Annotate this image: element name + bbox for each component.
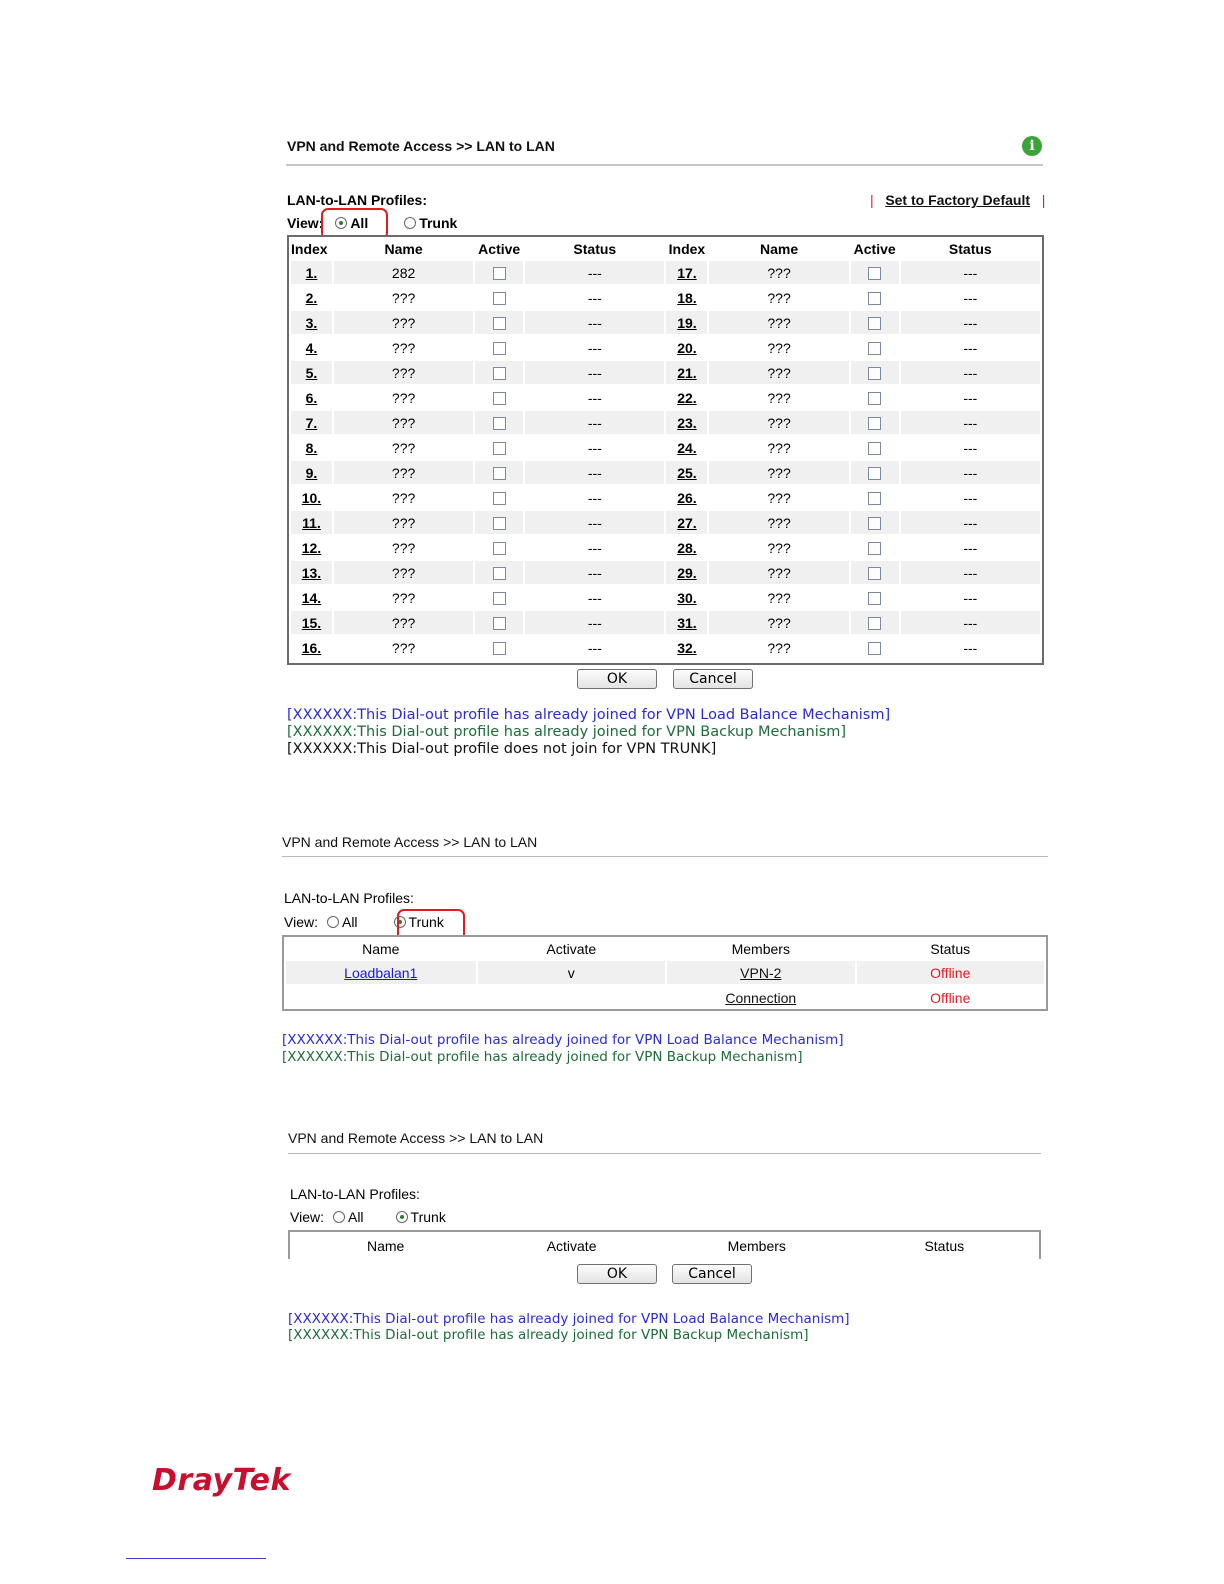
note-load-balance: [XXXXXX:This Dial-out profile has already joined for VPN Load Balance Mechanism] <box>282 1032 844 1048</box>
table-row <box>286 961 1044 984</box>
index-cell <box>291 361 332 384</box>
index-cell <box>291 511 332 534</box>
active-cell <box>851 411 899 434</box>
divider <box>286 164 1043 166</box>
profile-name-cell: ??? <box>767 439 791 456</box>
profile-name-cell: ??? <box>767 289 791 306</box>
table-row <box>291 411 1040 434</box>
index-cell <box>666 361 707 384</box>
table-header-row <box>286 939 1044 959</box>
profile-name-cell: ??? <box>334 461 473 484</box>
status-cell: --- <box>901 261 1040 284</box>
index-cell <box>291 436 332 459</box>
active-cell <box>475 536 523 559</box>
col-header-status: Status <box>924 1238 965 1254</box>
profiles-table <box>289 237 1042 661</box>
table-row <box>291 386 1040 409</box>
footer-line <box>126 1558 266 1559</box>
index-cell <box>666 286 707 309</box>
radio-all[interactable] <box>333 1211 345 1223</box>
active-cell <box>475 461 523 484</box>
profile-index-link[interactable]: 9. <box>305 464 318 481</box>
index-cell <box>291 611 332 634</box>
table-row <box>291 511 1040 534</box>
col-header-members: Members <box>731 941 790 957</box>
status-cell: --- <box>963 639 978 656</box>
status-cell: --- <box>587 539 602 556</box>
separator: | <box>870 192 874 208</box>
table-row <box>291 611 1040 634</box>
active-checkbox[interactable] <box>868 392 881 405</box>
profile-index-link[interactable]: 31. <box>677 614 697 631</box>
profile-name-cell: ??? <box>709 261 848 284</box>
index-cell <box>291 261 332 284</box>
active-checkbox[interactable] <box>493 492 506 505</box>
note-load-balance: [XXXXXX:This Dial-out profile has already joined for VPN Load Balance Mechanism] <box>287 707 891 723</box>
active-cell <box>851 611 899 634</box>
index-cell <box>291 586 332 609</box>
profile-index-link[interactable]: 25. <box>677 464 697 481</box>
active-checkbox[interactable] <box>868 367 881 380</box>
breadcrumb: VPN and Remote Access >> LAN to LAN <box>288 1130 544 1146</box>
active-checkbox[interactable] <box>493 267 506 280</box>
col-header-name: Name <box>362 941 400 957</box>
col-header-members: Members <box>727 1238 786 1254</box>
radio-trunk-label: Trunk <box>419 215 458 231</box>
profile-index-link[interactable]: 29. <box>677 564 697 581</box>
note-no-trunk: [XXXXXX:This Dial-out profile does not join for VPN TRUNK] <box>287 741 717 757</box>
col-header-status: Status <box>948 241 992 257</box>
index-cell <box>291 411 332 434</box>
active-cell <box>851 261 899 284</box>
set-factory-default-link[interactable]: Set to Factory Default <box>885 192 1031 208</box>
section-title: LAN-to-LAN Profiles: <box>290 1186 420 1202</box>
profile-name-cell: ??? <box>334 561 473 584</box>
active-cell <box>475 261 523 284</box>
status-cell: --- <box>525 461 664 484</box>
member-cell <box>667 961 855 984</box>
profile-index-link[interactable]: 13. <box>301 564 322 581</box>
active-checkbox[interactable] <box>868 592 881 605</box>
active-cell <box>475 286 523 309</box>
table-row <box>291 361 1040 384</box>
profile-name-cell: ??? <box>709 411 848 434</box>
status-cell: --- <box>525 561 664 584</box>
profile-name-cell: ??? <box>709 461 848 484</box>
active-cell <box>475 511 523 534</box>
profile-name-cell: ??? <box>391 439 416 456</box>
col-header-activate: Activate <box>546 941 597 957</box>
profile-index-link[interactable]: 32. <box>677 639 697 656</box>
active-cell <box>475 411 523 434</box>
active-checkbox[interactable] <box>493 417 506 430</box>
trunk-table-frame <box>288 1230 1041 1259</box>
view-label: View: <box>287 215 324 231</box>
active-checkbox[interactable] <box>493 592 506 605</box>
profile-index-link[interactable]: 2. <box>305 289 318 306</box>
status-cell: --- <box>525 311 664 334</box>
status-cell: --- <box>963 589 978 606</box>
profile-index-link[interactable]: 4. <box>305 339 318 356</box>
table-row <box>291 586 1040 609</box>
trunk-table <box>284 937 1046 1011</box>
profile-name-cell: ??? <box>709 511 848 534</box>
status-cell: --- <box>963 389 978 406</box>
index-cell <box>666 261 707 284</box>
index-cell <box>666 586 707 609</box>
active-checkbox[interactable] <box>868 467 881 480</box>
active-checkbox[interactable] <box>493 442 506 455</box>
profile-index-link[interactable]: 19. <box>677 314 697 331</box>
section-title: LAN-to-LAN Profiles: <box>284 890 414 906</box>
active-cell <box>851 286 899 309</box>
active-checkbox[interactable] <box>493 617 506 630</box>
note-backup: [XXXXXX:This Dial-out profile has already joined for VPN Backup Mechanism] <box>287 724 847 740</box>
index-cell <box>666 461 707 484</box>
divider <box>282 856 1048 857</box>
index-cell <box>291 336 332 359</box>
active-cell <box>851 486 899 509</box>
status-cell: --- <box>963 539 978 556</box>
member-link[interactable]: VPN-2 <box>740 964 782 981</box>
trunk-name-cell <box>286 961 476 984</box>
radio-trunk[interactable] <box>396 1211 408 1223</box>
active-checkbox[interactable] <box>868 342 881 355</box>
active-checkbox[interactable] <box>868 492 881 505</box>
member-link[interactable]: Connection <box>725 989 797 1006</box>
status-cell: --- <box>587 639 602 656</box>
active-checkbox[interactable] <box>868 267 881 280</box>
index-cell <box>666 636 707 659</box>
active-checkbox[interactable] <box>493 642 506 655</box>
status-cell: --- <box>901 361 1040 384</box>
ok-button[interactable]: OK <box>577 669 657 689</box>
note-backup: [XXXXXX:This Dial-out profile has already joined for VPN Backup Mechanism] <box>288 1327 809 1343</box>
profile-name-cell: ??? <box>767 339 791 356</box>
table-row <box>291 336 1040 359</box>
active-checkbox[interactable] <box>868 417 881 430</box>
active-cell <box>851 436 899 459</box>
col-header-activate: Activate <box>546 1238 597 1254</box>
col-header-index: Index <box>291 241 328 257</box>
info-icon[interactable]: i <box>1022 136 1042 156</box>
profile-index-link[interactable]: 28. <box>677 539 697 556</box>
profile-name-cell: ??? <box>334 311 473 334</box>
active-cell <box>851 386 899 409</box>
index-cell <box>666 536 707 559</box>
index-cell <box>666 411 707 434</box>
status-cell: --- <box>587 389 602 406</box>
radio-trunk[interactable] <box>404 217 416 229</box>
active-cell <box>475 611 523 634</box>
profile-name-cell: ??? <box>709 561 848 584</box>
profile-index-link[interactable]: 6. <box>305 389 318 406</box>
active-checkbox[interactable] <box>493 317 506 330</box>
active-cell <box>475 311 523 334</box>
profile-index-link[interactable]: 18. <box>677 289 697 306</box>
note-load-balance: [XXXXXX:This Dial-out profile has already joined for VPN Load Balance Mechanism] <box>288 1311 850 1327</box>
status-cell: --- <box>525 261 664 284</box>
radio-trunk-label: Trunk <box>410 1209 446 1225</box>
active-checkbox[interactable] <box>868 442 881 455</box>
status-cell: --- <box>901 511 1040 534</box>
profile-index-link[interactable]: 24. <box>677 439 697 456</box>
table-row <box>291 311 1040 334</box>
status-cell: --- <box>901 461 1040 484</box>
active-cell <box>851 336 899 359</box>
table-row <box>291 636 1040 659</box>
radio-all[interactable] <box>327 916 339 928</box>
index-cell <box>666 611 707 634</box>
active-checkbox[interactable] <box>493 567 506 580</box>
profiles-table-frame <box>287 235 1044 665</box>
status-cell: --- <box>587 489 602 506</box>
index-cell <box>291 536 332 559</box>
active-cell <box>851 311 899 334</box>
view-selector <box>290 1209 446 1225</box>
col-header-index: Index <box>668 241 706 257</box>
active-checkbox[interactable] <box>493 392 506 405</box>
trunk-table-frame <box>282 935 1048 1011</box>
table-row <box>291 561 1040 584</box>
status-cell: --- <box>901 561 1040 584</box>
table-row <box>286 986 1044 1009</box>
active-checkbox[interactable] <box>493 517 506 530</box>
status-cell: Offline <box>857 961 1044 984</box>
table-header-row <box>291 239 1040 259</box>
index-cell <box>291 636 332 659</box>
profile-index-link[interactable]: 15. <box>301 614 322 631</box>
profile-index-link[interactable]: 20. <box>677 339 697 356</box>
profile-index-link[interactable]: 7. <box>305 414 318 431</box>
trunk-table <box>290 1232 1039 1260</box>
status-cell: --- <box>963 439 978 456</box>
col-header-name: Name <box>366 1238 405 1254</box>
profile-name-cell: ??? <box>391 289 416 306</box>
active-checkbox[interactable] <box>493 342 506 355</box>
col-header-active: Active <box>478 241 521 257</box>
profile-index-link[interactable]: 8. <box>305 439 318 456</box>
profile-index-link[interactable]: 16. <box>301 639 322 656</box>
profile-name-cell: ??? <box>767 589 791 606</box>
active-checkbox[interactable] <box>868 517 881 530</box>
status-cell: --- <box>525 361 664 384</box>
profile-name-cell: ??? <box>334 511 473 534</box>
active-cell <box>475 586 523 609</box>
active-checkbox[interactable] <box>868 617 881 630</box>
active-checkbox[interactable] <box>868 642 881 655</box>
breadcrumb: VPN and Remote Access >> LAN to LAN <box>282 834 538 850</box>
active-checkbox[interactable] <box>868 317 881 330</box>
status-cell: --- <box>587 289 602 306</box>
view-label: View: <box>290 1209 324 1225</box>
status-cell: --- <box>587 439 602 456</box>
radio-all-label: All <box>347 1209 364 1225</box>
radio-all-label: All <box>341 914 358 930</box>
index-cell <box>291 561 332 584</box>
index-cell <box>291 386 332 409</box>
radio-all-label: All <box>350 215 369 231</box>
status-cell: --- <box>525 411 664 434</box>
profile-name-cell: ??? <box>709 611 848 634</box>
breadcrumb: VPN and Remote Access >> LAN to LAN <box>287 138 555 154</box>
cancel-button[interactable]: Cancel <box>672 1264 752 1284</box>
index-cell <box>291 286 332 309</box>
profile-name-cell: ??? <box>767 389 791 406</box>
draytek-logo: DrayTek <box>152 1463 291 1498</box>
table-header-row <box>292 1234 1037 1258</box>
active-cell <box>851 536 899 559</box>
active-cell <box>475 636 523 659</box>
note-backup: [XXXXXX:This Dial-out profile has already joined for VPN Backup Mechanism] <box>282 1049 803 1065</box>
active-checkbox[interactable] <box>868 542 881 555</box>
active-cell <box>851 586 899 609</box>
table-row <box>291 286 1040 309</box>
table-row <box>291 536 1040 559</box>
active-cell <box>475 486 523 509</box>
status-cell: --- <box>525 511 664 534</box>
profile-index-link[interactable]: 3. <box>305 314 318 331</box>
status-cell: --- <box>901 611 1040 634</box>
active-checkbox[interactable] <box>868 567 881 580</box>
index-cell <box>291 311 332 334</box>
status-cell: --- <box>525 611 664 634</box>
profile-index-link[interactable]: 17. <box>677 264 697 281</box>
index-cell <box>291 486 332 509</box>
col-header-name: Name <box>759 241 799 257</box>
profile-index-link[interactable]: 1. <box>305 264 318 281</box>
index-cell <box>666 436 707 459</box>
profile-name-cell: ??? <box>391 539 416 556</box>
profile-index-link[interactable]: 22. <box>677 389 697 406</box>
col-header-status: Status <box>930 941 971 957</box>
col-header-active: Active <box>853 241 896 257</box>
status-cell: --- <box>587 339 602 356</box>
index-cell <box>666 486 707 509</box>
profile-index-link[interactable]: 5. <box>305 364 318 381</box>
profile-name-cell: ??? <box>334 611 473 634</box>
active-cell <box>475 386 523 409</box>
profile-index-link[interactable]: 14. <box>301 589 322 606</box>
divider <box>288 1153 1041 1154</box>
active-cell <box>851 561 899 584</box>
active-checkbox[interactable] <box>868 292 881 305</box>
profile-name-cell: ??? <box>709 361 848 384</box>
view-label: View: <box>284 914 318 930</box>
table-row <box>291 461 1040 484</box>
status-cell: --- <box>963 339 978 356</box>
profile-name-cell: ??? <box>391 589 416 606</box>
trunk-name-cell <box>286 986 476 1009</box>
index-cell <box>666 336 707 359</box>
table-row <box>291 261 1040 284</box>
status-cell: Offline <box>930 989 971 1006</box>
status-cell: --- <box>901 411 1040 434</box>
active-cell <box>851 361 899 384</box>
profile-index-link[interactable]: 10. <box>301 489 322 506</box>
cancel-button[interactable]: Cancel <box>673 669 753 689</box>
index-cell <box>666 511 707 534</box>
table-row <box>291 486 1040 509</box>
trunk-name-link[interactable]: Loadbalan1 <box>344 964 418 981</box>
active-cell <box>851 511 899 534</box>
profile-name-cell: ??? <box>391 339 416 356</box>
member-cell <box>667 986 855 1009</box>
profile-name-cell: ??? <box>767 539 791 556</box>
profile-index-link[interactable]: 12. <box>301 539 322 556</box>
active-checkbox[interactable] <box>493 542 506 555</box>
radio-trunk-label: Trunk <box>408 914 444 930</box>
status-cell: --- <box>963 489 978 506</box>
active-checkbox[interactable] <box>493 467 506 480</box>
index-cell <box>666 311 707 334</box>
active-checkbox[interactable] <box>493 292 506 305</box>
index-cell <box>666 386 707 409</box>
activate-cell <box>478 986 665 1009</box>
profile-name-cell: ??? <box>391 389 416 406</box>
active-cell <box>851 636 899 659</box>
status-cell: --- <box>963 289 978 306</box>
status-cell: --- <box>587 589 602 606</box>
ok-button[interactable]: OK <box>577 1264 657 1284</box>
active-checkbox[interactable] <box>493 367 506 380</box>
profile-index-link[interactable]: 30. <box>677 589 697 606</box>
profile-index-link[interactable]: 11. <box>302 514 321 531</box>
status-cell: --- <box>901 311 1040 334</box>
index-cell <box>666 561 707 584</box>
profile-name-cell: ??? <box>767 639 791 656</box>
profile-index-link[interactable]: 26. <box>677 489 697 506</box>
section-title: LAN-to-LAN Profiles: <box>287 192 427 208</box>
profile-name-cell: ??? <box>767 489 791 506</box>
col-header-name: Name <box>384 241 423 257</box>
profile-index-link[interactable]: 21. <box>677 364 697 381</box>
active-cell <box>475 336 523 359</box>
active-cell <box>475 561 523 584</box>
index-cell <box>291 461 332 484</box>
profile-name-cell: ??? <box>334 411 473 434</box>
profile-name-cell: 282 <box>334 261 473 284</box>
active-cell <box>851 461 899 484</box>
profile-name-cell: ??? <box>391 639 416 656</box>
active-cell <box>475 361 523 384</box>
profile-index-link[interactable]: 23. <box>677 414 697 431</box>
col-header-status: Status <box>573 241 617 257</box>
profile-name-cell: ??? <box>334 361 473 384</box>
profile-name-cell: ??? <box>709 311 848 334</box>
active-cell <box>475 436 523 459</box>
table-row <box>291 436 1040 459</box>
factory-default-group <box>870 192 1045 208</box>
activate-cell: v <box>478 961 665 984</box>
profile-index-link[interactable]: 27. <box>677 514 697 531</box>
profile-name-cell: ??? <box>391 489 416 506</box>
separator: | <box>1041 192 1046 208</box>
